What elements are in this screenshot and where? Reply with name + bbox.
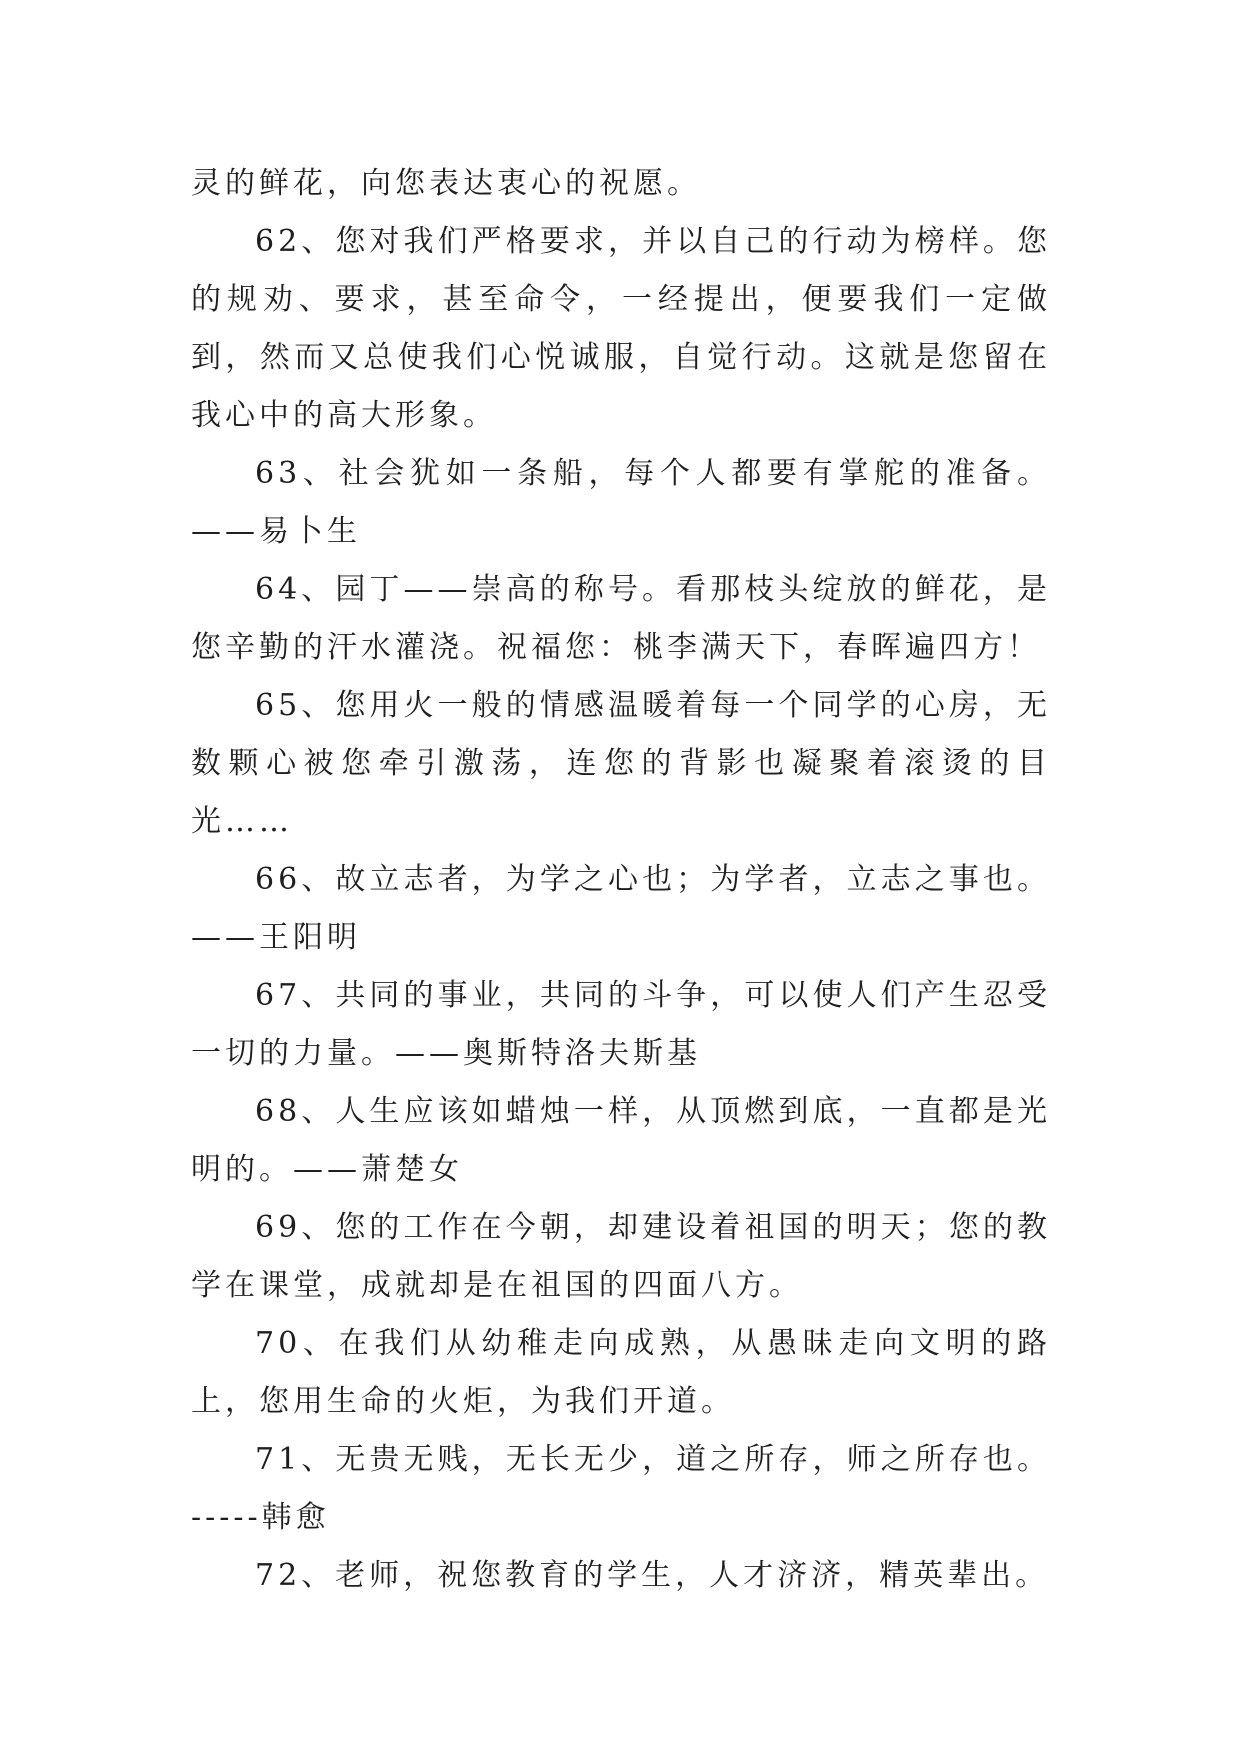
paragraph-64: 64、园丁——崇高的称号。看那枝头绽放的鲜花，是您辛勤的汗水灌浇。祝福您：桃李满天下，春晖遍四方！ bbox=[191, 572, 1051, 665]
paragraph-63: 63、社会犹如一条船，每个人都要有掌舵的准备。——易卜生 bbox=[191, 456, 1051, 549]
paragraph-67: 67、共同的事业，共同的斗争，可以使人们产生忍受一切的力量。——奥斯特洛夫斯基 bbox=[191, 978, 1051, 1071]
paragraph-66: 66、故立志者，为学之心也；为学者，立志之事也。——王阳明 bbox=[191, 862, 1051, 955]
paragraph-continuation: 灵的鲜花，向您表达衷心的祝愿。 bbox=[191, 166, 701, 201]
paragraph-72: 72、老师，祝您教育的学生，人才济济，精英辈出。 bbox=[255, 1558, 1050, 1593]
paragraph-70: 70、在我们从幼稚走向成熟，从愚昧走向文明的路上，您用生命的火炬，为我们开道。 bbox=[191, 1326, 1051, 1419]
paragraph-69: 69、您的工作在今朝，却建设着祖国的明天；您的教学在课堂，成就却是在祖国的四面八方。 bbox=[191, 1210, 1051, 1303]
paragraph-68: 68、人生应该如蜡烛一样，从顶燃到底，一直都是光明的。——萧楚女 bbox=[191, 1094, 1051, 1187]
paragraph-65: 65、您用火一般的情感温暖着每一个同学的心房，无数颗心被您牵引激荡，连您的背影也凝聚着滚烫的目光…… bbox=[191, 688, 1051, 839]
paragraph-71: 71、无贵无贱，无长无少，道之所存，师之所存也。-----韩愈 bbox=[191, 1442, 1051, 1535]
paragraph-62: 62、您对我们严格要求，并以自己的行动为榜样。您的规劝、要求，甚至命令，一经提出，便要我们一定做到，然而又总使我们心悦诚服，自觉行动。这就是您留在我心中的高大形象。 bbox=[191, 224, 1051, 433]
document-body bbox=[191, 155, 1051, 1605]
